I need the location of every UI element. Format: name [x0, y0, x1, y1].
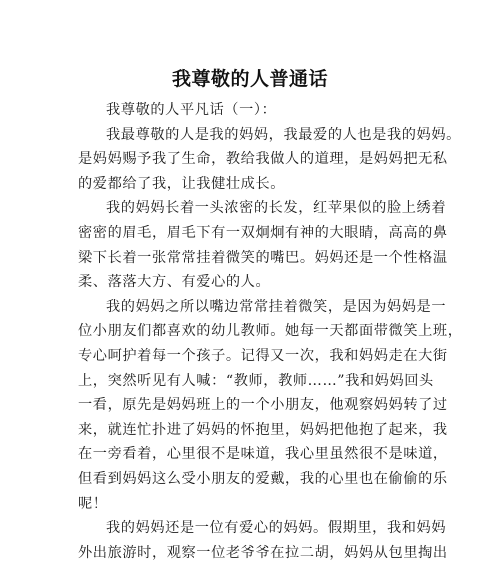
paragraph-line: 外出旅游时，观察一位老爷爷在拉二胡，妈妈从包里掏出 [78, 544, 448, 561]
paragraph-line: 来，就连忙扑进了妈妈的怀抱里，妈妈把他抱了起来，我 [78, 421, 448, 438]
paragraph-line: 的爱都给了我，让我健壮成长。 [78, 175, 286, 192]
document-title: 我尊敬的人普通话 [171, 68, 328, 90]
paragraph-line: 呢！ [78, 495, 108, 512]
paragraph-line: 我的妈妈长着一头浓密的长发，红苹果似的脸上绣着 [106, 200, 447, 217]
paragraph-line: 一看，原先是妈妈班上的一个小朋友，他观察妈妈转了过 [78, 397, 448, 414]
paragraph-line: 我的妈妈还是一位有爱心的妈妈。假期里，我和妈妈 [106, 520, 447, 537]
paragraph-line: 我的妈妈之所以嘴边常常挂着微笑，是因为妈妈是一 [106, 298, 447, 315]
paragraph-line: 柔、落落大方、有爱心的人。 [78, 274, 271, 291]
paragraph-line: 上，突然听见有人喊：“教师，教师……”我和妈妈回头 [78, 372, 434, 389]
paragraph-line: 密密的眉毛，眉毛下有一双炯炯有神的大眼睛，高高的鼻 [78, 224, 448, 241]
document-body [78, 98, 463, 565]
section-heading: 我尊敬的人平凡话（一）： [106, 102, 277, 118]
paragraph-line: 在一旁看着，心里很不是味道，我心里虽然很不是味道， [78, 446, 448, 463]
paragraph-line: 是妈妈赐予我了生命，教给我做人的道理，是妈妈把无私 [78, 151, 448, 168]
paragraph-line: 但看到妈妈这么受小朋友的爱戴，我的心里也在偷偷的乐 [78, 470, 448, 487]
paragraph-line: 我最尊敬的人是我的妈妈，我最爱的人也是我的妈妈。 [106, 126, 461, 143]
paragraph-line: 位小朋友们都喜欢的幼儿教师。她每一天都面带微笑上班， [78, 323, 463, 340]
paragraph-line: 梁下长着一张常常挂着微笑的嘴巴。妈妈还是一个性格温 [78, 249, 448, 266]
paragraph-line: 专心呵护着每一个孩子。记得又一次，我和妈妈走在大街 [78, 347, 448, 364]
